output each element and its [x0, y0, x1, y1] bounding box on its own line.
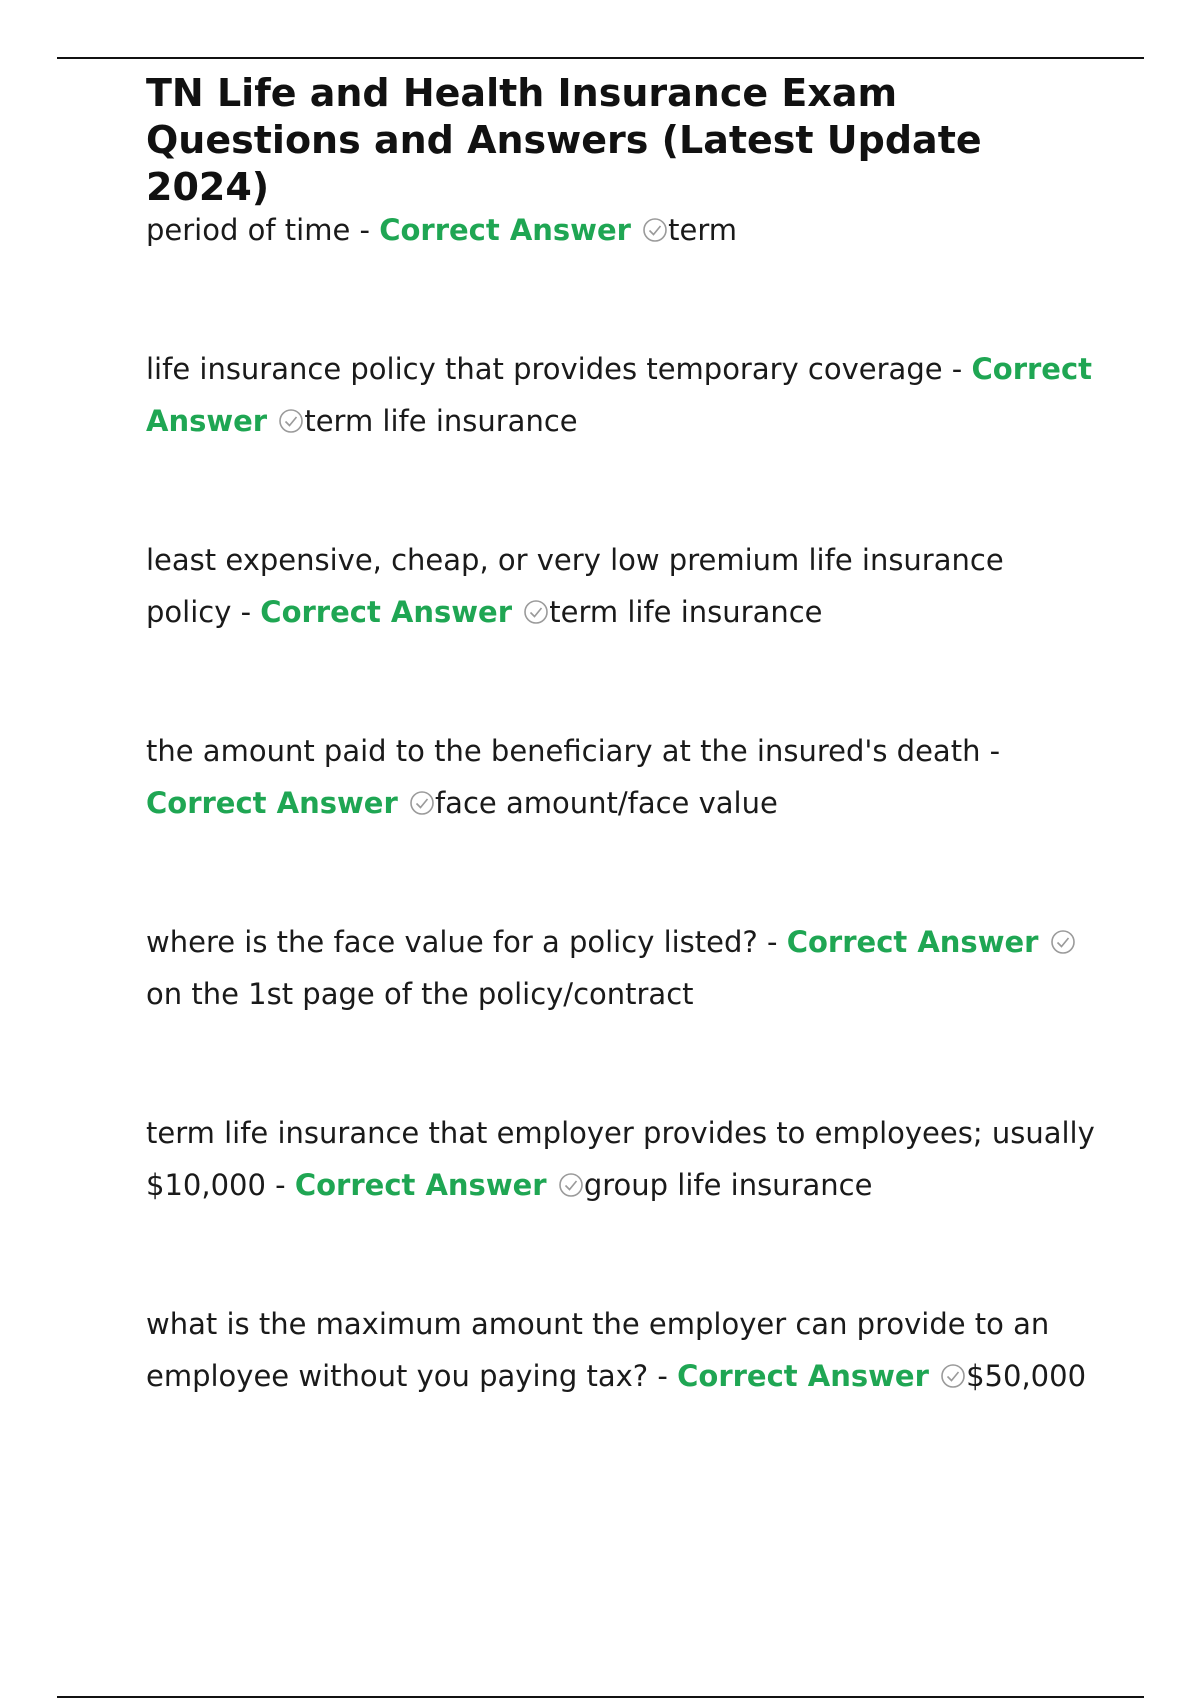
correct-answer-label: Correct Answer [146, 352, 1093, 438]
correct-answer-label: Correct Answer [260, 595, 513, 629]
qa-list [146, 204, 1096, 1402]
separator: - [350, 213, 380, 247]
qa-item [146, 1298, 1096, 1402]
qa-item [146, 204, 1096, 256]
check-circle-icon [1050, 929, 1076, 955]
document-title: TN Life and Health Insurance Exam Questions and Answers (Latest Update 2024) [146, 71, 982, 209]
bottom-rule [57, 1696, 1144, 1698]
check-circle-icon [940, 1363, 966, 1389]
question-text: what is the maximum amount the employer can provide to an employee without you paying tax? [146, 1307, 1050, 1393]
answer-text: face amount/face value [434, 786, 778, 820]
separator: - [648, 1359, 678, 1393]
correct-answer-label: Correct Answer [379, 213, 631, 247]
separator: - [757, 925, 787, 959]
answer-text: term life insurance [549, 595, 823, 629]
question-text: period of time [146, 213, 351, 247]
question-text: where is the face value for a policy listed? [146, 925, 758, 959]
answer-text: term life insurance [304, 404, 578, 438]
answer-text: $50,000 [966, 1359, 1087, 1393]
check-circle-icon [558, 1172, 584, 1198]
correct-answer-label: Correct Answer [786, 925, 1039, 959]
qa-item [146, 534, 1096, 638]
qa-item [146, 916, 1096, 1020]
qa-item [146, 1107, 1096, 1211]
answer-text: group life insurance [583, 1168, 873, 1202]
check-circle-icon [642, 217, 668, 243]
check-circle-icon [409, 790, 435, 816]
separator: - [265, 1168, 295, 1202]
check-circle-icon [523, 599, 549, 625]
separator: - [231, 595, 261, 629]
question-text: life insurance policy that provides temporary coverage [146, 352, 943, 386]
qa-item [146, 725, 1096, 829]
separator: - [980, 734, 1001, 768]
check-circle-icon [278, 408, 304, 434]
question-text: the amount paid to the beneficiary at the insured's death [146, 734, 981, 768]
question-text: least expensive, cheap, or very low premium life insurance policy [146, 543, 1004, 629]
correct-answer-label: Correct Answer [146, 786, 398, 820]
question-text: term life insurance that employer provides to employees; usually $10,000 [146, 1116, 1095, 1202]
top-rule [57, 57, 1144, 59]
document-body [146, 70, 1096, 1402]
answer-text: on the 1st page of the policy/contract [146, 977, 694, 1011]
qa-item [146, 343, 1096, 447]
correct-answer-label: Correct Answer [294, 1168, 547, 1202]
correct-answer-label: Correct Answer [677, 1359, 929, 1393]
answer-text: term [668, 213, 738, 247]
separator: - [942, 352, 972, 386]
